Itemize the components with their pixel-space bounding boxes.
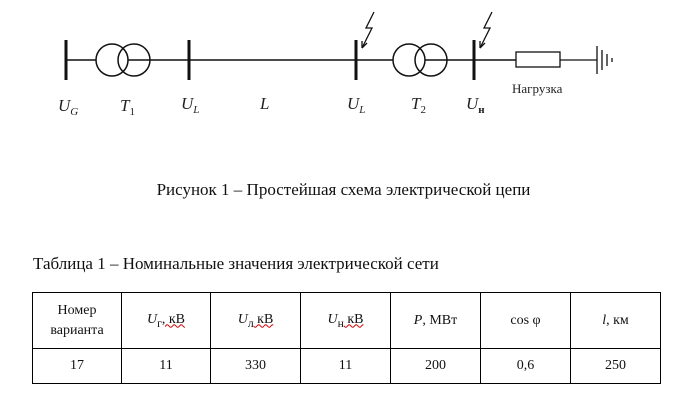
table-row [33, 349, 661, 384]
fault-arrow-icon [362, 12, 374, 48]
cell-power: 200 [391, 349, 481, 384]
label-t2: $T_2$ [411, 94, 426, 116]
load-resistor [516, 52, 560, 67]
cell-ug: 11 [122, 349, 211, 384]
header-length: l, км [571, 293, 661, 349]
header-ug: $U_г$, кВ [122, 293, 211, 349]
label-ul1: $U_L$ [181, 94, 200, 116]
ground-icon [597, 46, 612, 74]
cell-variant: 17 [33, 349, 122, 384]
label-line: L [260, 94, 270, 113]
cell-ul: 330 [211, 349, 301, 384]
circuit-diagram [0, 0, 687, 130]
cell-un: 11 [301, 349, 391, 384]
header-un: $U_н$ кВ [301, 293, 391, 349]
table-title: Таблица 1 – Номинальные значения электрической сети [33, 254, 439, 273]
label-un: $U_н$ [466, 94, 485, 116]
label-ul2: $U_L$ [347, 94, 366, 116]
header-cos: cos φ [481, 293, 571, 349]
cell-length: 250 [571, 349, 661, 384]
header-power: P, МВт [391, 293, 481, 349]
label-ug: $U_G$ [58, 96, 79, 118]
header-ul: $U_л$ кВ [211, 293, 301, 349]
header-variant: Номер варианта [33, 293, 122, 349]
parameters-table [32, 292, 661, 384]
table-header-row [33, 293, 661, 349]
figure-caption: Рисунок 1 – Простейшая схема электрической цепи [156, 180, 531, 199]
label-t1: $T_1$ [120, 96, 135, 118]
cell-cos: 0,6 [481, 349, 571, 384]
fault-arrow-icon [480, 12, 492, 48]
load-label: Нагрузка [512, 81, 563, 96]
